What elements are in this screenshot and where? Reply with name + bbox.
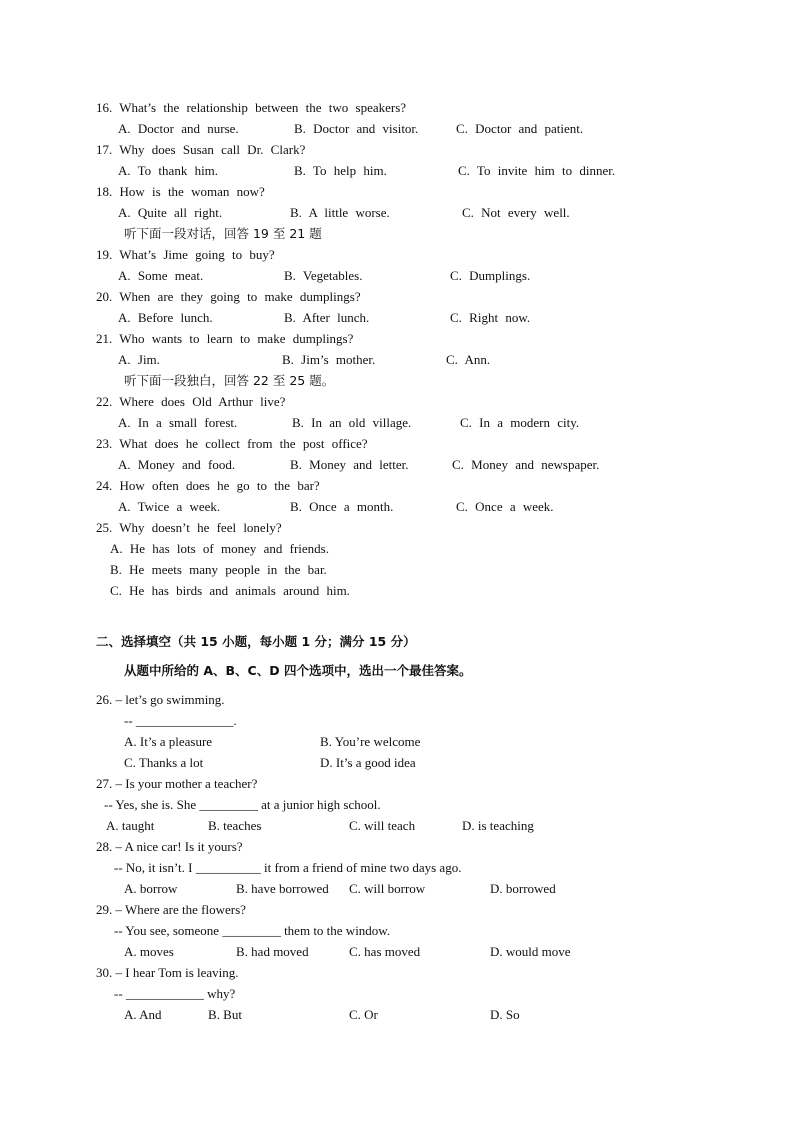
question-27-option-c: C. will teach bbox=[349, 818, 416, 833]
question-25-option-b: B. He meets many people in the bar. bbox=[110, 562, 327, 577]
question-19-option-a: A. Some meat. bbox=[118, 268, 204, 283]
question-27-option-b: B. teaches bbox=[208, 818, 262, 833]
question-18-stem: 18. How is the woman now? bbox=[96, 184, 265, 199]
question-26-option-b: B. You’re welcome bbox=[320, 734, 421, 749]
question-16-option-a: A. Doctor and nurse. bbox=[118, 121, 239, 136]
question-16-option-b: B. Doctor and visitor. bbox=[294, 121, 419, 136]
question-20-stem: 20. When are they going to make dumplings? bbox=[96, 289, 361, 304]
question-20-option-b: B. After lunch. bbox=[284, 310, 370, 325]
question-28-response: -- No, it isn’t. I __________ it from a friend of mine two days ago. bbox=[114, 860, 462, 875]
question-29-response: -- You see, someone _________ them to the window. bbox=[114, 923, 391, 938]
question-29-option-b: B. had moved bbox=[236, 944, 309, 959]
question-17-option-c: C. To invite him to dinner. bbox=[458, 163, 616, 178]
question-29-stem: 29. – Where are the flowers? bbox=[96, 902, 246, 917]
question-17-option-a: A. To thank him. bbox=[118, 163, 219, 178]
question-30-stem: 30. – I hear Tom is leaving. bbox=[96, 965, 239, 980]
question-17-stem: 17. Why does Susan call Dr. Clark? bbox=[96, 142, 306, 157]
question-28-option-a: A. borrow bbox=[124, 881, 178, 896]
question-23-stem: 23. What does he collect from the post office? bbox=[96, 436, 368, 451]
question-21-stem: 21. Who wants to learn to make dumplings? bbox=[96, 331, 354, 346]
question-26-stem: 26. – let’s go swimming. bbox=[96, 692, 225, 707]
question-17-option-b: B. To help him. bbox=[294, 163, 387, 178]
question-22-option-a: A. In a small forest. bbox=[118, 415, 238, 430]
question-22-option-c: C. In a modern city. bbox=[460, 415, 580, 430]
question-26-option-c: C. Thanks a lot bbox=[124, 755, 204, 770]
instruction-19-21: 听下面一段对话，回答 19 至 21 题 bbox=[124, 226, 322, 241]
section-2-instruction: 从题中所给的 A、B、C、D 四个选项中，选出一个最佳答案。 bbox=[124, 663, 472, 678]
question-18-option-a: A. Quite all right. bbox=[118, 205, 223, 220]
question-16-stem: 16. What’s the relationship between the two speakers? bbox=[96, 100, 407, 115]
question-28-option-d: D. borrowed bbox=[490, 881, 556, 896]
question-30-response: -- ____________ why? bbox=[114, 986, 236, 1001]
question-29-option-c: C. has moved bbox=[349, 944, 421, 959]
question-16-option-c: C. Doctor and patient. bbox=[456, 121, 584, 136]
question-24-option-c: C. Once a week. bbox=[456, 499, 554, 514]
question-21-option-a: A. Jim. bbox=[118, 352, 160, 367]
question-27-option-a: A. taught bbox=[106, 818, 155, 833]
question-21-option-c: C. Ann. bbox=[446, 352, 491, 367]
question-20-option-c: C. Right now. bbox=[450, 310, 531, 325]
question-29-option-a: A. moves bbox=[124, 944, 174, 959]
question-21-option-b: B. Jim’s mother. bbox=[282, 352, 376, 367]
question-22-stem: 22. Where does Old Arthur live? bbox=[96, 394, 286, 409]
question-24-option-a: A. Twice a week. bbox=[118, 499, 221, 514]
question-19-stem: 19. What’s Jime going to buy? bbox=[96, 247, 275, 262]
question-29-option-d: D. would move bbox=[490, 944, 571, 959]
question-18-option-b: B. A little worse. bbox=[290, 205, 390, 220]
question-28-option-c: C. will borrow bbox=[349, 881, 426, 896]
question-30-option-b: B. But bbox=[208, 1007, 242, 1022]
question-30-option-a: A. And bbox=[124, 1007, 162, 1022]
question-26-option-d: D. It’s a good idea bbox=[320, 755, 416, 770]
question-25-stem: 25. Why doesn’t he feel lonely? bbox=[96, 520, 282, 535]
question-19-option-b: B. Vegetables. bbox=[284, 268, 363, 283]
question-27-response: -- Yes, she is. She _________ at a junior high school. bbox=[104, 797, 381, 812]
question-22-option-b: B. In an old village. bbox=[292, 415, 412, 430]
question-26-response: -- _______________. bbox=[124, 713, 237, 728]
question-28-option-b: B. have borrowed bbox=[236, 881, 329, 896]
question-23-option-c: C. Money and newspaper. bbox=[452, 457, 600, 472]
question-23-option-b: B. Money and letter. bbox=[290, 457, 409, 472]
question-30-option-c: C. Or bbox=[349, 1007, 378, 1022]
question-20-option-a: A. Before lunch. bbox=[118, 310, 213, 325]
question-28-stem: 28. – A nice car! Is it yours? bbox=[96, 839, 243, 854]
question-27-option-d: D. is teaching bbox=[462, 818, 534, 833]
question-18-option-c: C. Not every well. bbox=[462, 205, 570, 220]
question-27-stem: 27. – Is your mother a teacher? bbox=[96, 776, 258, 791]
question-30-option-d: D. So bbox=[490, 1007, 520, 1022]
instruction-22-25: 听下面一段独白，回答 22 至 25 题。 bbox=[124, 373, 335, 388]
question-23-option-a: A. Money and food. bbox=[118, 457, 236, 472]
question-26-option-a: A. It’s a pleasure bbox=[124, 734, 213, 749]
question-24-stem: 24. How often does he go to the bar? bbox=[96, 478, 320, 493]
question-19-option-c: C. Dumplings. bbox=[450, 268, 531, 283]
question-24-option-b: B. Once a month. bbox=[290, 499, 394, 514]
section-2-title: 二、选择填空（共 15 小题，每小题 1 分；满分 15 分） bbox=[96, 634, 416, 649]
question-25-option-a: A. He has lots of money and friends. bbox=[110, 541, 329, 556]
question-25-option-c: C. He has birds and animals around him. bbox=[110, 583, 350, 598]
